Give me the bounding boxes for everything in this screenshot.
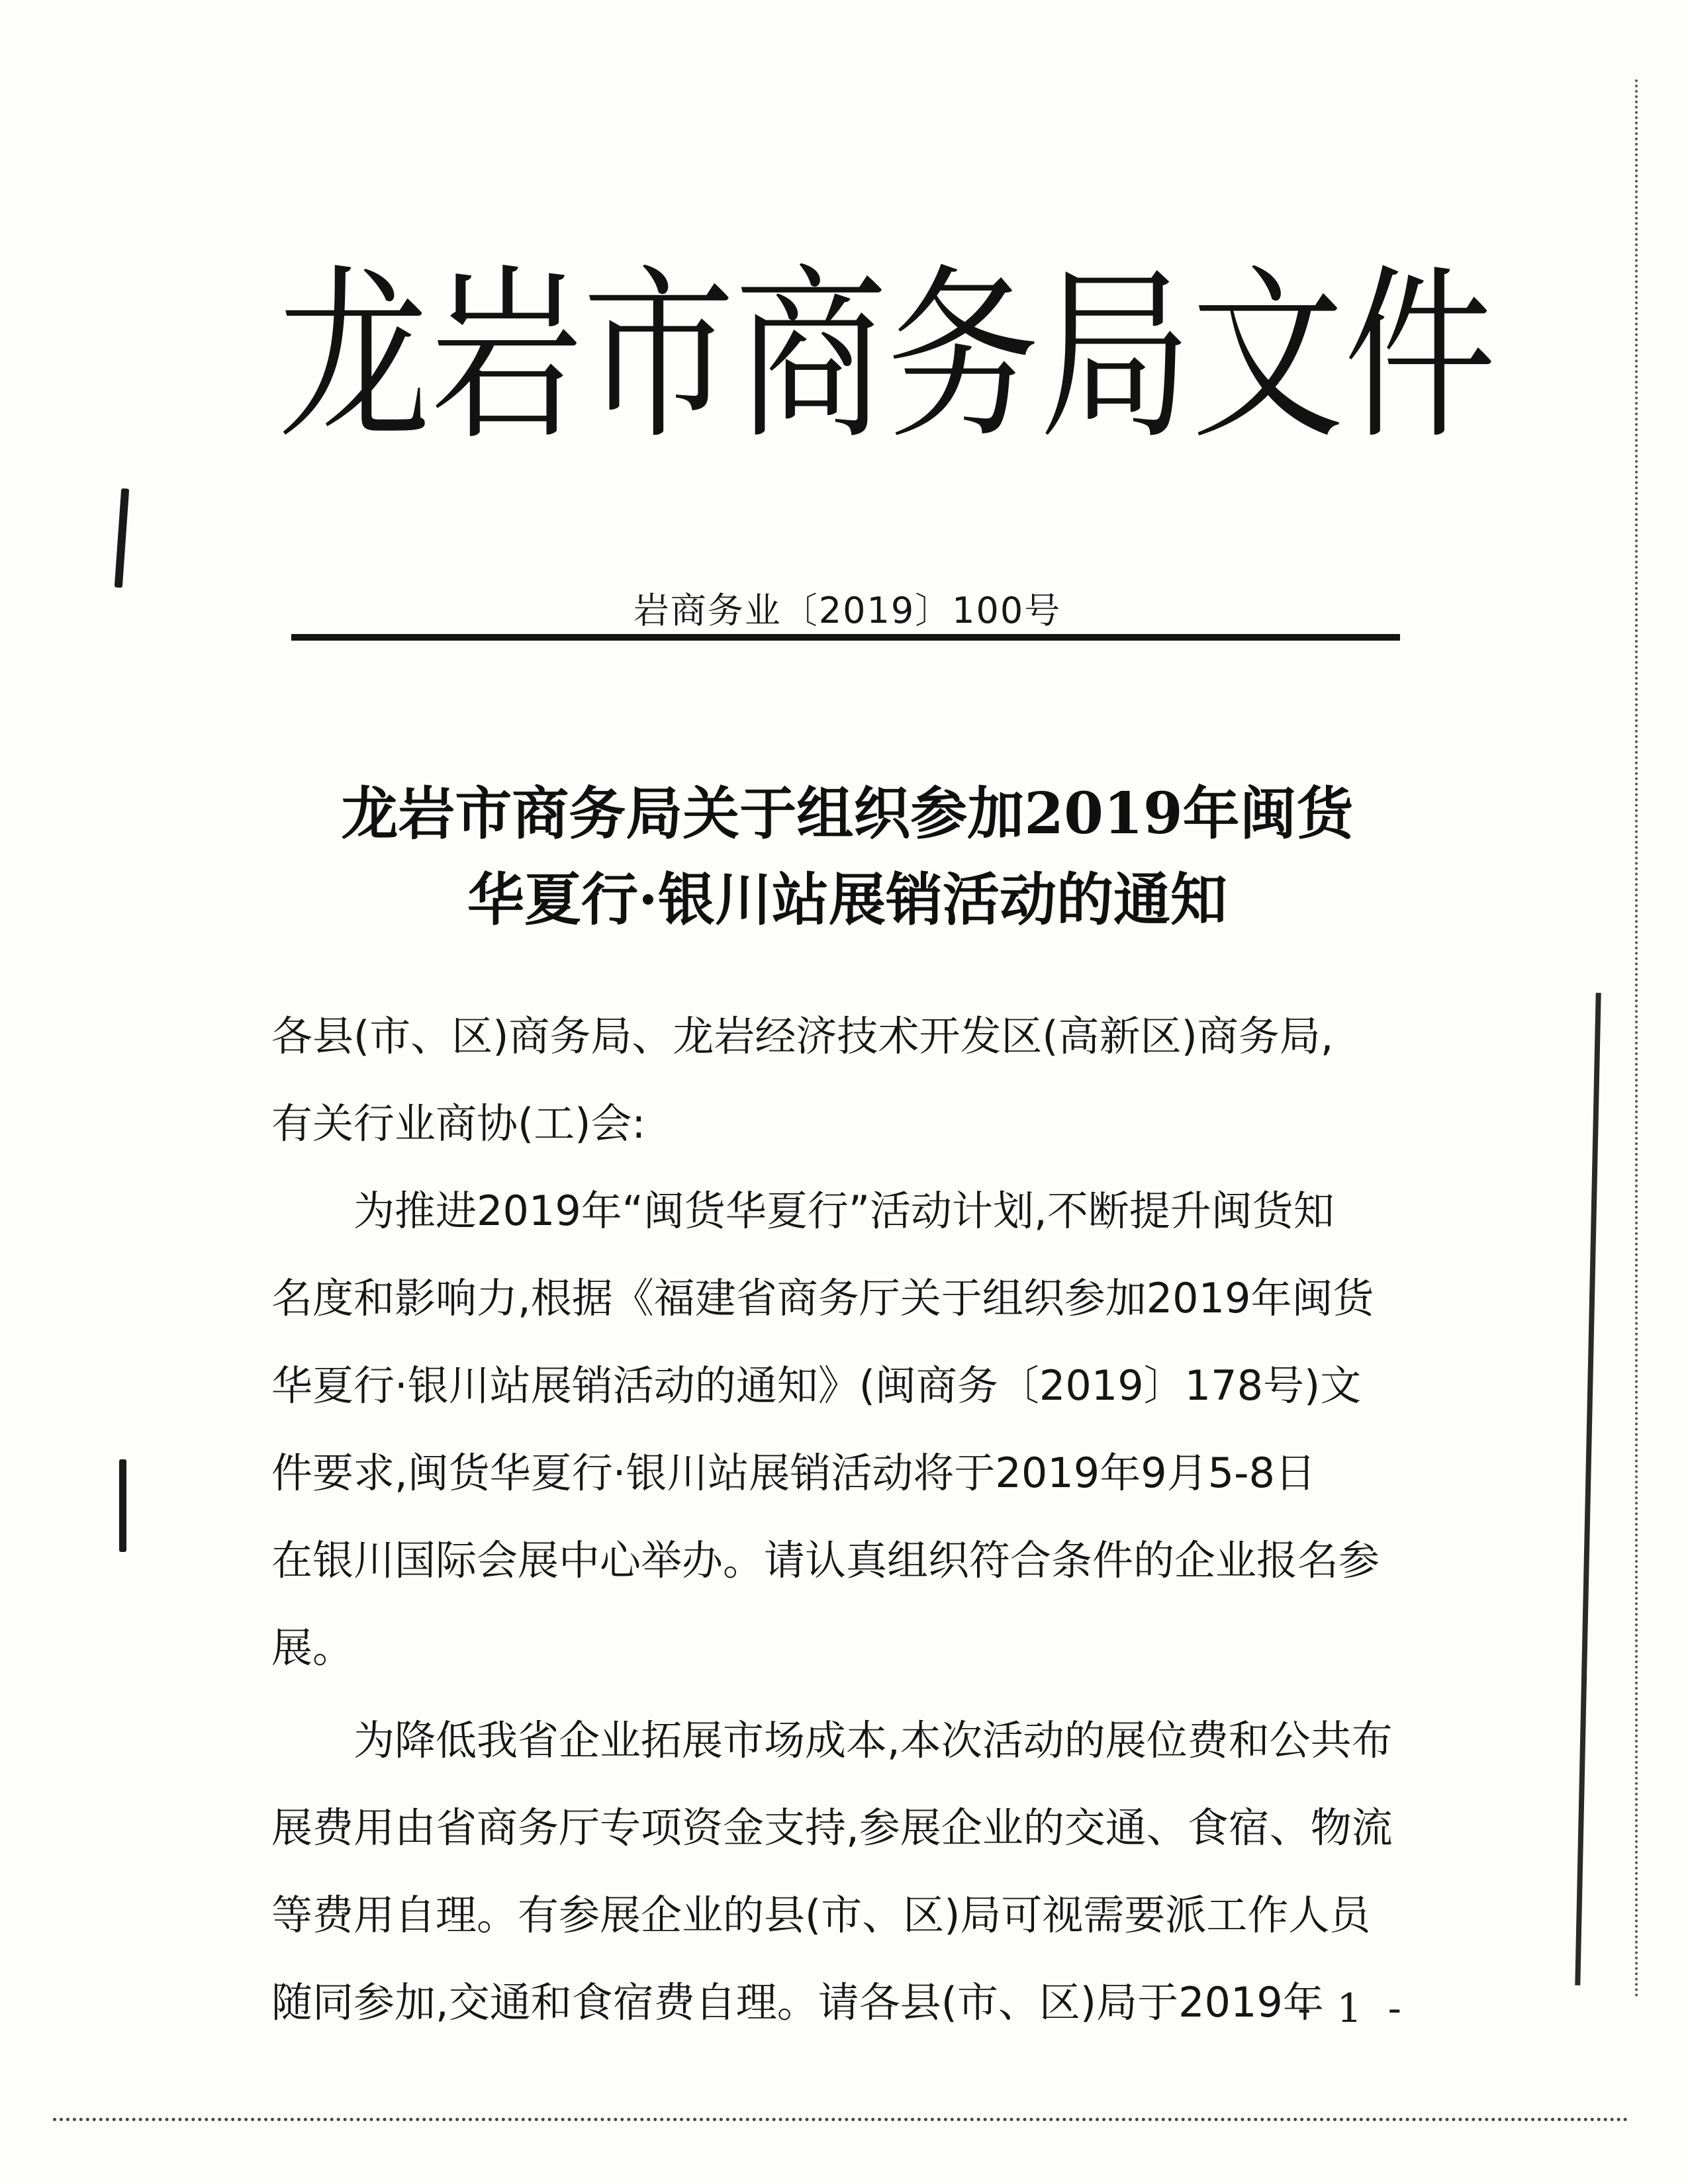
paragraph-1-line-6: 展。 [271, 1623, 354, 1672]
paragraph-1-line-1: 为推进2019年“闽货华夏行”活动计划,不断提升闽货知 [353, 1187, 1335, 1235]
paragraph-1-line-2: 名度和影响力,根据《福建省商务厅关于组织参加2019年闽货 [271, 1274, 1374, 1322]
paragraph-2-line-2: 展费用由省商务厅专项资金支持,参展企业的交通、食宿、物流 [271, 1803, 1393, 1852]
title-line-2: 华夏行·银川站展销活动的通知 [467, 866, 1227, 933]
scan-dotted-edge-bottom [53, 2118, 1628, 2121]
title-line-1: 龙岩市商务局关于组织参加2019年闽货 [341, 780, 1354, 847]
paragraph-1-line-4: 件要求,闽货华夏行·银川站展销活动将于2019年9月5-8日 [271, 1449, 1316, 1497]
scan-edge-right [1575, 993, 1601, 1985]
header-char: 务 [887, 249, 1040, 465]
salutation-line-2: 有关行业商协(工)会: [271, 1099, 646, 1148]
header-char: 文 [1192, 249, 1344, 465]
header-char: 局 [1039, 249, 1192, 465]
paragraph-1-line-5: 在银川国际会展中心举办。请认真组织符合条件的企业报名参 [271, 1536, 1380, 1584]
issuing-organization-header [278, 249, 1497, 465]
notice-title [278, 771, 1417, 943]
header-divider [291, 634, 1400, 641]
header-char: 岩 [430, 249, 583, 465]
scan-mark-mid-left [119, 1459, 126, 1552]
header-char: 龙 [278, 249, 431, 465]
salutation-line-1: 各县(市、区)商务局、龙岩经济技术开发区(高新区)商务局, [271, 1012, 1334, 1060]
scan-mark-top-left [115, 488, 129, 588]
scan-dotted-edge-right [1635, 79, 1638, 1999]
header-char: 商 [735, 249, 888, 465]
notice-body [271, 993, 1397, 2046]
document-number: 岩商务业〔2019〕100号 [633, 590, 1062, 631]
paragraph-2-line-3: 等费用自理。有参展企业的县(市、区)局可视需要派工作人员 [271, 1891, 1371, 1939]
paragraph-2-line-1: 为降低我省企业拓展市场成本,本次活动的展位费和公共布 [353, 1716, 1393, 1764]
header-char: 件 [1344, 249, 1497, 465]
paragraph-1-line-3: 华夏行·银川站展销活动的通知》(闽商务〔2019〕178号)文 [271, 1361, 1362, 1410]
paragraph-2-line-4: 随同参加,交通和食宿费自理。请各县(市、区)局于2019年 [271, 1978, 1324, 2026]
page-number: - 1 - [1297, 1985, 1408, 2032]
header-char: 市 [583, 249, 735, 465]
